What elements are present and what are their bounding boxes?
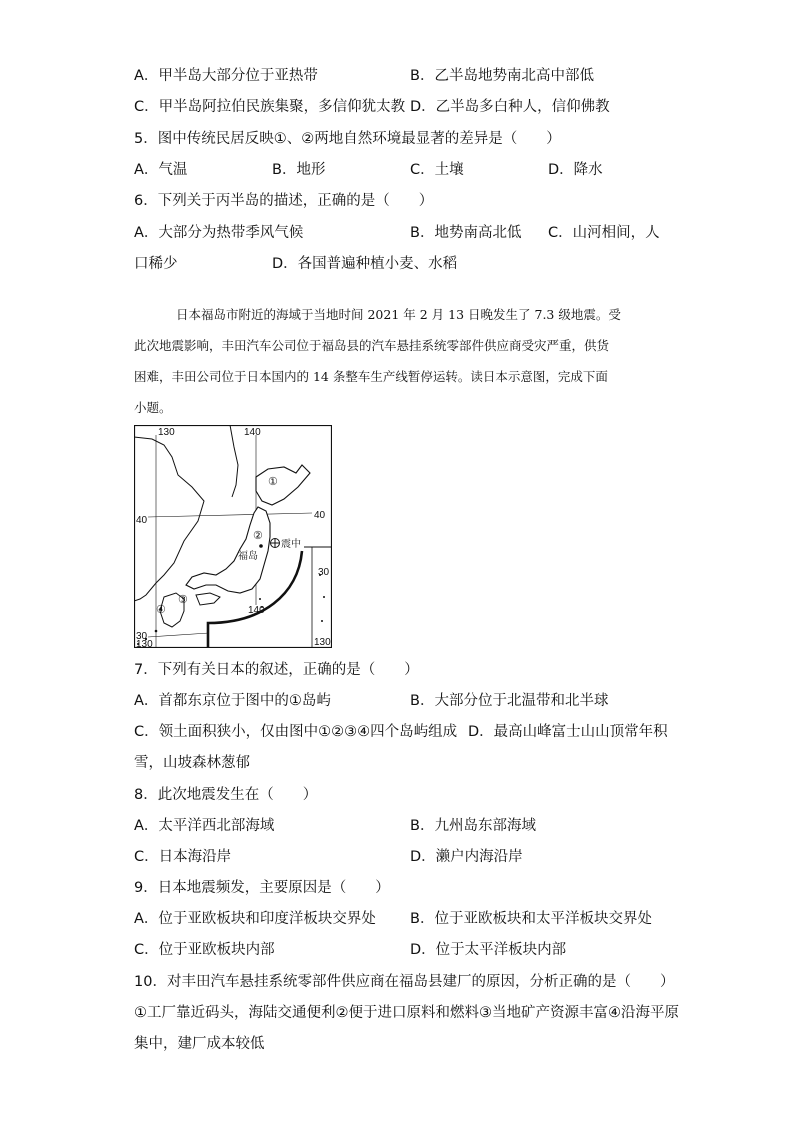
q9-option-c: C．位于亚欧板块内部: [134, 942, 275, 958]
q4-option-b: B．乙半岛地势南北高中部低: [410, 68, 594, 84]
q8-option-b: B．九州岛东部海域: [410, 818, 536, 834]
q6-option-a: A．大部分为热带季风气候: [134, 225, 304, 241]
q6-stem: 6．下列关于丙半岛的描述，正确的是（ ）: [134, 193, 434, 209]
passage-line-3: 困难，丰田公司位于日本国内的 14 条整车生产线暂停运转。读日本示意图，完成下面: [134, 369, 608, 384]
label-lon130-bottom: 130: [136, 639, 153, 648]
q5-option-b: B．地形: [272, 162, 326, 178]
q7-option-c: C．领土面积狭小，仅由图中①②③④四个岛屿组成: [134, 724, 458, 740]
q4-option-a: A．甲半岛大部分位于亚热带: [134, 68, 318, 84]
label-lat40-right: 40: [314, 510, 326, 521]
q6-option-c-cont: 口稀少: [134, 256, 178, 272]
q4-option-d: D．乙半岛多白种人，信仰佛教: [410, 99, 610, 115]
q9-option-d: D．位于太平洋板块内部: [410, 942, 567, 958]
q5-option-d: D．降水: [548, 162, 603, 178]
q7-option-d-cont: 雪，山坡森林葱郁: [134, 755, 250, 771]
q8-option-c: C．日本海沿岸: [134, 849, 232, 865]
q10-stem: 10．对丰田汽车悬挂系统零部件供应商在福岛县建厂的原因，分析正确的是（ ）: [134, 974, 675, 990]
label-lat40-left: 40: [136, 515, 148, 526]
label-lon130-inset: 130: [314, 637, 331, 648]
izu-island: [259, 598, 261, 600]
label-lat30-right: 30: [318, 567, 330, 578]
q6-option-c: C．山河相间，人: [548, 225, 660, 241]
fukushima-dot: [259, 544, 263, 548]
q5-stem: 5．图中传统民居反映①、②两地自然环境最显著的差异是（ ）: [134, 131, 561, 147]
q10-options-line-2: 集中，建厂成本较低: [134, 1036, 265, 1052]
inset-island: [323, 596, 325, 598]
passage-line-1: 日本福岛市附近的海域于当地时间 2021 年 2 月 13 日晚发生了 7.3 级地震。受: [176, 307, 621, 322]
q10-options-line-1: ①工厂靠近码头，海陆交通便利②便于进口原料和燃料③当地矿产资源丰富④沿海平原: [134, 1005, 679, 1021]
q8-stem: 8．此次地震发生在（ ）: [134, 787, 318, 803]
label-lon140-top: 140: [244, 427, 261, 438]
q5-option-c: C．土壤: [410, 162, 464, 178]
japan-map: [134, 425, 332, 648]
label-fukushima: 福岛: [238, 551, 258, 562]
q6-option-d: D．各国普遍种植小麦、水稻: [272, 256, 458, 272]
label-lat30-left: 30: [136, 631, 148, 642]
q5-option-a: A．气温: [134, 162, 188, 178]
q6-option-b: B．地势南高北低: [410, 225, 522, 241]
inset-island: [321, 620, 323, 622]
label-island-2: ②: [253, 530, 263, 542]
label-lon130-top: 130: [158, 427, 175, 438]
passage-line-2: 此次地震影响，丰田汽车公司位于福岛县的汽车悬挂系统零部件供应商受灾严重，供货: [134, 338, 610, 353]
q7-option-b: B．大部分位于北温带和北半球: [410, 693, 609, 709]
label-island-4: ④: [156, 604, 166, 616]
label-epicenter: 震中: [281, 539, 301, 550]
q9-option-a: A．位于亚欧板块和印度洋板块交界处: [134, 911, 376, 927]
q4-option-c: C．甲半岛阿拉伯民族集聚，多信仰犹太教: [134, 99, 406, 115]
label-island-3: ③: [178, 594, 188, 606]
label-lon140-bottom: 140: [248, 605, 265, 616]
q9-stem: 9．日本地震频发，主要原因是（ ）: [134, 880, 390, 896]
ryukyu-island: [155, 630, 158, 633]
label-island-1: ①: [268, 476, 278, 488]
q7-option-d: D．最高山峰富士山山顶常年积: [468, 724, 668, 740]
q7-option-a: A．首都东京位于图中的①岛屿: [134, 693, 331, 709]
q9-option-b: B．位于亚欧板块和太平洋板块交界处: [410, 911, 652, 927]
q7-stem: 7．下列有关日本的叙述，正确的是（ ）: [134, 662, 419, 678]
q8-option-d: D．濑户内海沿岸: [410, 849, 523, 865]
passage-line-4: 小题。: [134, 400, 172, 415]
q8-option-a: A．太平洋西北部海域: [134, 818, 275, 834]
